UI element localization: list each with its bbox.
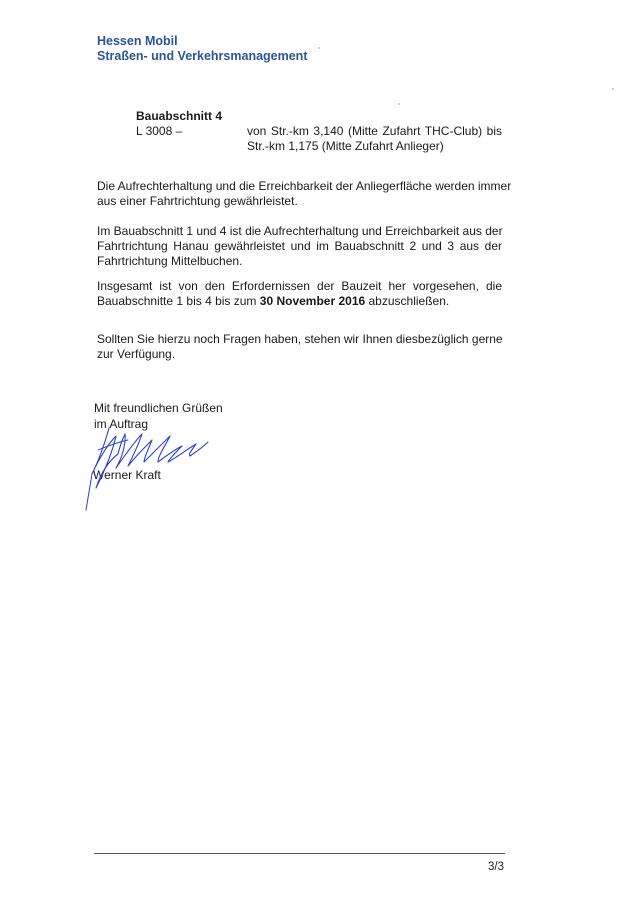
handwritten-signature-icon	[78, 410, 228, 520]
org-name: Hessen Mobil	[97, 34, 178, 48]
road-number: L 3008 –	[136, 124, 183, 138]
paragraph-line: Im Bauabschnitt 1 und 4 ist die Aufrechterhaltung und Erreichbarkeit aus der	[97, 224, 503, 238]
paragraph-line: aus einer Fahrtrichtung gewährleistet.	[97, 194, 298, 208]
schedule-prefix: Bauabschnitte 1 bis 4 bis zum	[97, 294, 260, 308]
schedule-suffix: abzuschließen.	[365, 294, 450, 308]
org-department: Straßen- und Verkehrsmanagement	[97, 49, 308, 63]
paragraph-line: Fahrtrichtung Hanau gewährleistet und im Bauabschnitt 2 und 3 aus der	[97, 239, 502, 253]
paragraph-line: zur Verfügung.	[97, 347, 176, 361]
completion-date: 30 November 2016	[259, 294, 366, 308]
scan-speck	[398, 103, 400, 105]
scan-speck	[612, 88, 614, 90]
page-number: 3/3	[488, 861, 504, 873]
route-lines	[247, 124, 502, 154]
section-heading: Bauabschnitt 4	[136, 109, 223, 123]
paragraph-line: Sollten Sie hierzu noch Fragen haben, stehen wir Ihnen diesbezüglich gerne	[97, 332, 503, 346]
route-line: von Str.-km 3,140 (Mitte Zufahrt THC-Club) bis	[247, 124, 502, 138]
paragraph-schedule	[97, 279, 502, 309]
route-line: Str.-km 1,175 (Mitte Zufahrt Anlieger)	[247, 139, 444, 153]
paragraph-directions	[97, 224, 502, 269]
signer-name: Werner Kraft	[93, 468, 161, 482]
paragraph-line: Die Aufrechterhaltung und die Erreichbarkeit der Anliegerfläche werden immer	[97, 179, 512, 193]
paragraph-line	[97, 294, 502, 309]
paragraph-line: Insgesamt ist von den Erfordernissen der Bauzeit her vorgesehen, die	[97, 279, 502, 293]
scan-speck	[318, 47, 320, 49]
paragraph-questions	[97, 332, 502, 362]
paragraph-line: Fahrtrichtung Mittelbuchen.	[97, 254, 243, 268]
letterhead	[97, 34, 307, 64]
section-heading-block	[136, 109, 222, 124]
paragraph-access	[97, 179, 512, 209]
closing-authority: im Auftrag	[94, 416, 149, 431]
footer-divider	[94, 853, 505, 854]
closing-greeting: Mit freundlichen Grüßen	[94, 401, 223, 415]
